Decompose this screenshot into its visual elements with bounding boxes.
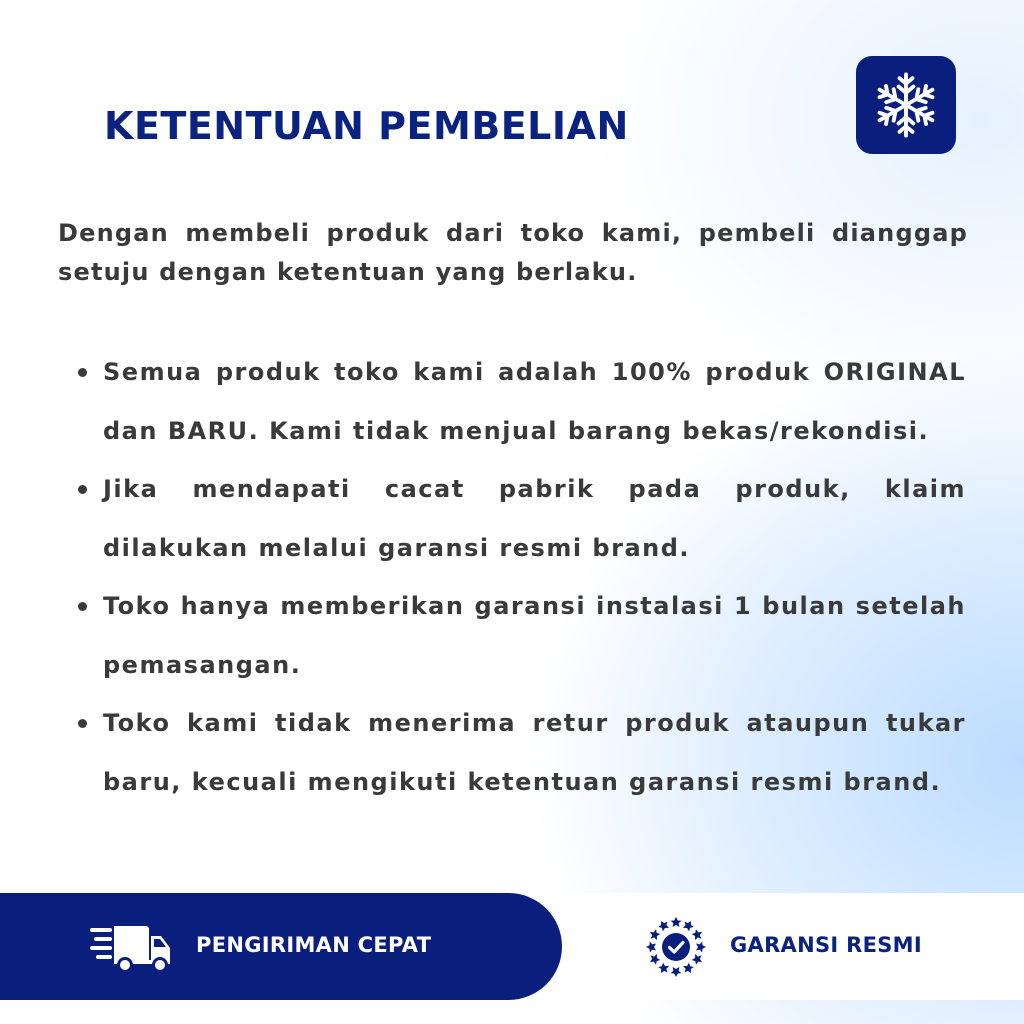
verified-badge-icon [644, 915, 708, 979]
rule-text: Jika mendapati cacat pabrik pada produk, klaim dilakukan melalui garansi resmi brand. [103, 475, 966, 562]
brand-logo [856, 56, 956, 154]
bullet-icon [78, 719, 87, 728]
rule-item [72, 694, 966, 811]
bullet-icon [78, 485, 87, 494]
rule-item [72, 343, 966, 460]
rule-text: Toko hanya memberikan garansi instalasi 1 bulan setelah pemasangan. [103, 592, 966, 679]
shipping-label: PENGIRIMAN CEPAT [196, 933, 432, 957]
bullet-icon [78, 602, 87, 611]
rule-text: Toko kami tidak menerima retur produk ataupun tukar baru, kecuali mengikuti ketentuan garansi resmi brand. [103, 709, 966, 796]
warranty-label: GARANSI RESMI [730, 933, 922, 957]
rule-item [72, 460, 966, 577]
intro-text: Dengan membeli produk dari toko kami, pembeli dianggap setuju dengan ketentuan yang berlaku. [58, 219, 968, 286]
fast-delivery-truck-icon [90, 924, 172, 972]
rule-item [72, 577, 966, 694]
rule-text: Semua produk toko kami adalah 100% produk ORIGINAL dan BARU. Kami tidak menjual barang bekas/rekondisi. [103, 358, 966, 445]
page-title: KETENTUAN PEMBELIAN [104, 104, 629, 148]
rules-list [72, 343, 966, 811]
snowflake-icon [869, 68, 943, 142]
bullet-icon [78, 368, 87, 377]
